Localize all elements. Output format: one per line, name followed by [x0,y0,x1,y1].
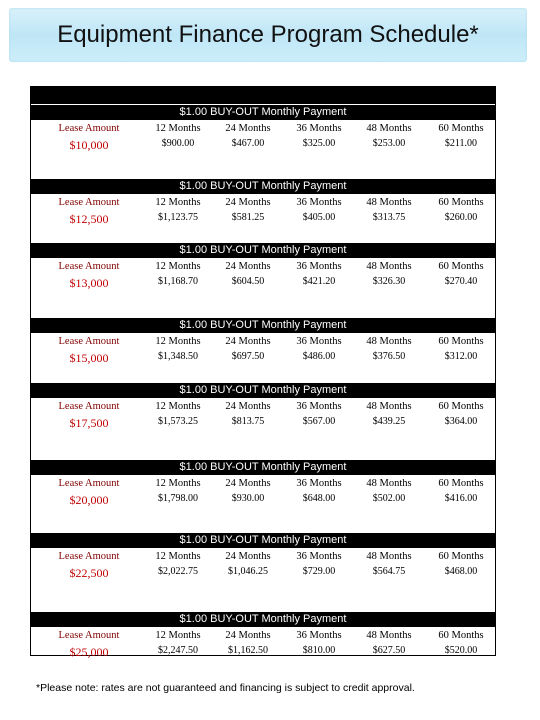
term-label: 24 Months [225,551,271,562]
term-label: 24 Months [225,478,271,489]
payment-cell [426,401,496,427]
term-label: 36 Months [296,123,342,134]
payment-cell [284,123,354,149]
lease-amount-cell [39,261,139,291]
payment-cell [143,630,213,656]
monthly-payment-value: $520.00 [444,645,478,656]
payment-cell [354,123,424,149]
payment-cell [284,478,354,504]
payment-cell [143,478,213,504]
term-label: 48 Months [366,123,412,134]
monthly-payment-value: $729.00 [302,566,336,577]
monthly-payment-value: $1,348.50 [158,351,198,362]
monthly-payment-value: $416.00 [444,493,478,504]
term-label: 12 Months [155,551,201,562]
payment-cell [426,336,496,362]
lease-amount-cell [39,336,139,366]
monthly-payment-value: $2,022.75 [158,566,198,577]
payment-cell [354,401,424,427]
monthly-payment-value: $364.00 [444,416,478,427]
payment-cell [213,478,283,504]
term-label: 12 Months [155,261,201,272]
term-label: 24 Months [225,401,271,412]
term-label: 48 Months [366,336,412,347]
term-label: 24 Months [225,197,271,208]
payment-cell [284,197,354,223]
term-label: 48 Months [366,551,412,562]
monthly-payment-value: $376.50 [372,351,406,362]
term-label: 24 Months [225,630,271,641]
payment-cell [143,551,213,577]
monthly-payment-value: $604.50 [231,276,265,287]
buyout-header-bar: $1.00 BUY-OUT Monthly Payment [31,533,495,548]
monthly-payment-value: $1,123.75 [158,212,198,223]
term-label: 36 Months [296,401,342,412]
monthly-payment-value: $564.75 [372,566,406,577]
monthly-payment-value: $468.00 [444,566,478,577]
payment-cell [354,261,424,287]
term-label: 60 Months [438,261,484,272]
payment-cell [426,630,496,656]
lease-amount-value: $20,000 [69,493,109,507]
lease-amount-cell [39,551,139,581]
term-label: 36 Months [296,197,342,208]
payment-cell [213,197,283,223]
term-label: 60 Months [438,123,484,134]
monthly-payment-value: $1,573.25 [158,416,198,427]
payment-cell [213,630,283,656]
monthly-payment-value: $810.00 [302,645,336,656]
payment-cell [354,197,424,223]
title-banner [9,8,527,62]
payment-cell [426,197,496,223]
term-label: 48 Months [366,197,412,208]
lease-amount-label: Lease Amount [58,197,120,208]
monthly-payment-value: $1,046.25 [228,566,268,577]
term-label: 12 Months [155,123,201,134]
footnote: *Please note: rates are not guaranteed and financing is subject to credit approval. [36,682,415,694]
buyout-header-bar: $1.00 BUY-OUT Monthly Payment [31,243,495,258]
term-label: 36 Months [296,478,342,489]
payment-cell [354,630,424,656]
monthly-payment-value: $697.50 [231,351,265,362]
lease-amount-value: $12,500 [69,212,109,226]
lease-amount-value: $22,500 [69,566,109,580]
buyout-header-bar: $1.00 BUY-OUT Monthly Payment [31,105,495,120]
monthly-payment-value: $421.20 [302,276,336,287]
payment-cell [213,336,283,362]
term-label: 36 Months [296,630,342,641]
term-label: 12 Months [155,630,201,641]
lease-amount-value: $13,000 [69,276,109,290]
payment-cell [426,478,496,504]
monthly-payment-value: $253.00 [372,138,406,149]
payment-cell [284,551,354,577]
term-label: 12 Months [155,197,201,208]
payment-cell [354,336,424,362]
lease-amount-label: Lease Amount [58,551,120,562]
buyout-header-bar: $1.00 BUY-OUT Monthly Payment [31,318,495,333]
monthly-payment-value: $1,168.70 [158,276,198,287]
lease-amount-cell [39,401,139,431]
monthly-payment-value: $325.00 [302,138,336,149]
lease-amount-value: $17,500 [69,416,109,430]
term-label: 48 Months [366,630,412,641]
payment-cell [426,123,496,149]
term-label: 60 Months [438,336,484,347]
monthly-payment-value: $502.00 [372,493,406,504]
payment-cell [284,261,354,287]
monthly-payment-value: $211.00 [444,138,478,149]
monthly-payment-value: $2,247.50 [158,645,198,656]
payment-cell [354,478,424,504]
term-label: 36 Months [296,261,342,272]
monthly-payment-value: $813.75 [231,416,265,427]
monthly-payment-value: $1,798.00 [158,493,198,504]
buyout-header-bar: $1.00 BUY-OUT Monthly Payment [31,460,495,475]
lease-amount-label: Lease Amount [58,336,120,347]
monthly-payment-value: $930.00 [231,493,265,504]
table-top-bar [31,87,495,104]
term-label: 60 Months [438,197,484,208]
payment-cell [426,551,496,577]
buyout-header-bar: $1.00 BUY-OUT Monthly Payment [31,179,495,194]
payment-cell [284,336,354,362]
payment-cell [213,123,283,149]
buyout-header-bar: $1.00 BUY-OUT Monthly Payment [31,383,495,398]
payment-cell [143,336,213,362]
term-label: 48 Months [366,478,412,489]
lease-amount-value: $10,000 [69,138,109,152]
term-label: 12 Months [155,336,201,347]
lease-amount-cell [39,478,139,508]
page-title: Equipment Finance Program Schedule* [57,21,479,48]
payment-cell [143,197,213,223]
monthly-payment-value: $486.00 [302,351,336,362]
payment-cell [143,401,213,427]
monthly-payment-value: $581.25 [231,212,265,223]
payment-cell [213,551,283,577]
lease-amount-cell [39,197,139,227]
term-label: 60 Months [438,551,484,562]
lease-amount-label: Lease Amount [58,261,120,272]
monthly-payment-value: $627.50 [372,645,406,656]
monthly-payment-value: $270.40 [444,276,478,287]
buyout-header-bar: $1.00 BUY-OUT Monthly Payment [31,612,495,627]
monthly-payment-value: $313.75 [372,212,406,223]
term-label: 48 Months [366,401,412,412]
lease-amount-value: $25,000 [69,645,109,659]
lease-amount-value: $15,000 [69,351,109,365]
term-label: 24 Months [225,336,271,347]
lease-amount-cell [39,630,139,660]
monthly-payment-value: $900.00 [161,138,195,149]
schedule-table [30,86,496,659]
monthly-payment-value: $467.00 [231,138,265,149]
term-label: 60 Months [438,630,484,641]
monthly-payment-value: $439.25 [372,416,406,427]
payment-cell [284,630,354,656]
term-label: 36 Months [296,551,342,562]
payment-cell [213,401,283,427]
lease-amount-label: Lease Amount [58,630,120,641]
lease-amount-label: Lease Amount [58,478,120,489]
term-label: 12 Months [155,401,201,412]
term-label: 24 Months [225,123,271,134]
monthly-payment-value: $567.00 [302,416,336,427]
payment-cell [354,551,424,577]
lease-amount-label: Lease Amount [58,401,120,412]
term-label: 48 Months [366,261,412,272]
lease-amount-label: Lease Amount [58,123,120,134]
lease-amount-cell [39,123,139,153]
monthly-payment-value: $326.30 [372,276,406,287]
term-label: 12 Months [155,478,201,489]
payment-cell [213,261,283,287]
monthly-payment-value: $648.00 [302,493,336,504]
monthly-payment-value: $260.00 [444,212,478,223]
term-label: 60 Months [438,478,484,489]
term-label: 60 Months [438,401,484,412]
payment-cell [426,261,496,287]
payment-cell [143,123,213,149]
payment-cell [143,261,213,287]
monthly-payment-value: $1,162.50 [228,645,268,656]
term-label: 36 Months [296,336,342,347]
payment-cell [284,401,354,427]
monthly-payment-value: $312.00 [444,351,478,362]
term-label: 24 Months [225,261,271,272]
monthly-payment-value: $405.00 [302,212,336,223]
